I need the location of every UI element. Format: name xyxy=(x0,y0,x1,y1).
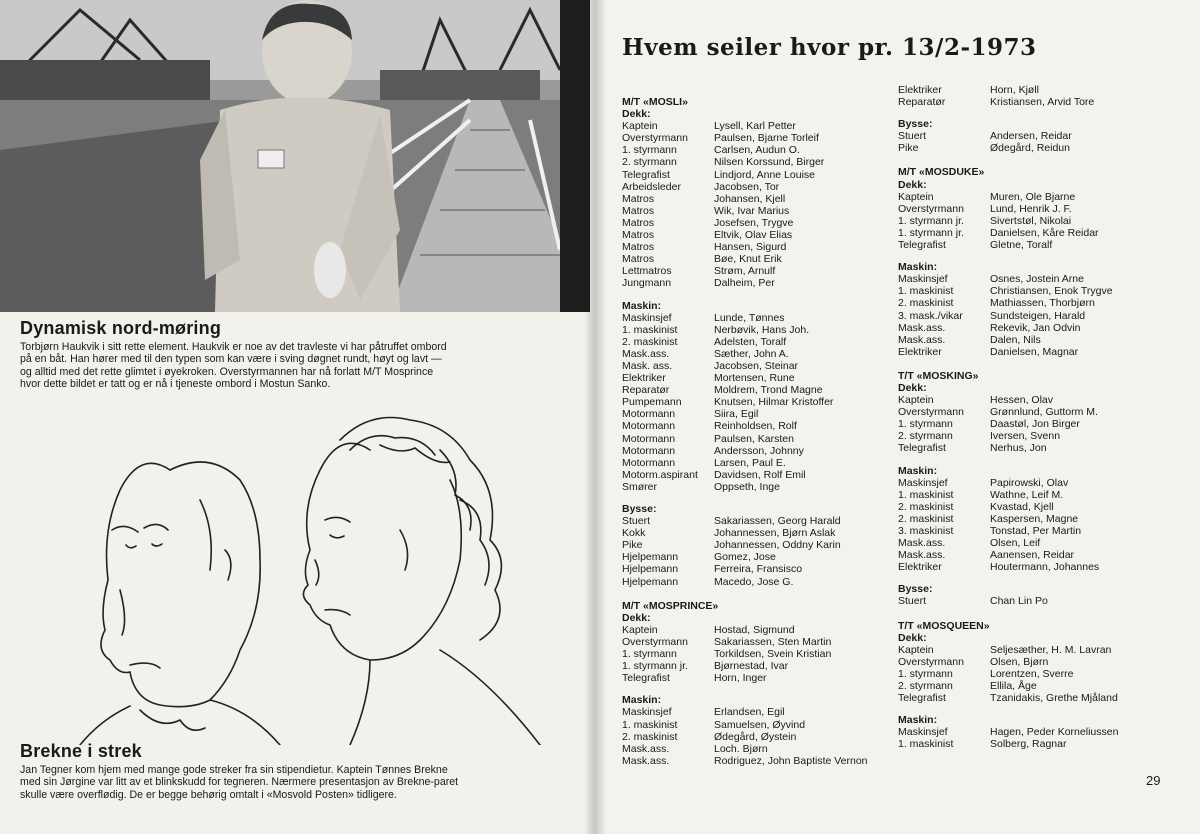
crew-role: 1. styrmann jr. xyxy=(622,660,688,673)
crew-role: Motorm.aspirant xyxy=(622,468,698,481)
caption1-body xyxy=(20,341,580,391)
crew-row xyxy=(898,418,1178,430)
crew-name: Reinholdsen, Rolf xyxy=(714,420,797,433)
crew-role: Motormann xyxy=(622,456,676,469)
crew-role: Pumpemann xyxy=(622,396,682,409)
crew-role: 1. styrmann jr. xyxy=(898,214,964,227)
crew-row xyxy=(622,120,902,132)
crew-row xyxy=(898,239,1178,251)
crew-name: Bøe, Knut Erik xyxy=(714,253,782,266)
crew-role: Matros xyxy=(622,241,655,254)
crew-role: Kaptein xyxy=(622,623,658,636)
crew-row xyxy=(898,692,1178,704)
crew-row xyxy=(622,576,902,588)
crew-row xyxy=(622,648,902,660)
crew-name: Johannessen, Oddny Karin xyxy=(714,539,841,552)
crew-role: Motormann xyxy=(622,420,676,433)
crew-row xyxy=(622,755,902,767)
crew-row xyxy=(898,273,1178,285)
crew-role: Motormann xyxy=(622,432,676,445)
crew-role: 2. maskinist xyxy=(622,335,678,348)
crew-role: Elektriker xyxy=(622,372,666,385)
ship-heading: M/T «MOSLI» xyxy=(622,96,688,108)
crew-name: Dalheim, Per xyxy=(714,277,775,290)
crew-row xyxy=(622,481,902,493)
crew-row xyxy=(898,96,1178,108)
crew-row xyxy=(622,420,902,432)
crew-row xyxy=(622,396,902,408)
ship-heading: T/T «MOSQUEEN» xyxy=(898,619,990,632)
crew-row xyxy=(622,515,902,527)
crew-role: 1. maskinist xyxy=(622,718,678,731)
crew-role: 2. styrmann xyxy=(622,156,677,169)
caption1-line: hvor dette bildet er tatt og er nå i tjeneste ombord i Mostun Sanko. xyxy=(20,378,331,391)
crew-role: Reparatør xyxy=(622,384,670,397)
crew-row xyxy=(898,656,1178,668)
crew-row xyxy=(898,406,1178,418)
crew-row xyxy=(898,726,1178,738)
portrait-sketch-drawing xyxy=(40,410,580,745)
crew-name: Wathne, Leif M. xyxy=(990,488,1064,501)
caption1-line: på en båt. Han hører med til den typen som kan være i sving døgnet rundt, høyt og lavt — xyxy=(20,353,442,366)
crew-name: Danielsen, Kåre Reidar xyxy=(990,226,1099,239)
crew-role: 2. styrmann xyxy=(898,680,953,693)
crew-row xyxy=(622,660,902,672)
crew-row xyxy=(898,513,1178,525)
crew-name: Rekevik, Jan Odvin xyxy=(990,321,1081,334)
ship-heading: M/T «MOSDUKE» xyxy=(898,166,985,179)
crew-row xyxy=(622,719,902,731)
crew-name: Nerbøvik, Hans Joh. xyxy=(714,323,810,336)
crew-row xyxy=(898,285,1178,297)
crew-row xyxy=(622,324,902,336)
crew-role: Kaptein xyxy=(898,394,934,407)
crew-name: Ødegård, Øystein xyxy=(714,730,797,743)
crew-name: Andersson, Johnny xyxy=(714,444,804,457)
crew-name: Johansen, Kjell xyxy=(714,192,786,205)
crew-name: Gletne, Toralf xyxy=(990,239,1053,252)
crew-row xyxy=(622,181,902,193)
crew-row xyxy=(898,297,1178,309)
crew-role: 1. maskinist xyxy=(898,488,954,501)
crew-list-column-2 xyxy=(898,84,1178,751)
crew-row xyxy=(622,360,902,372)
crew-role: Pike xyxy=(898,142,919,155)
crew-name: Lysell, Karl Petter xyxy=(714,120,796,133)
department-heading: Dekk: xyxy=(622,108,651,121)
crew-role: Mask.ass. xyxy=(622,754,670,767)
crew-row xyxy=(622,156,902,168)
crew-name: Ødegård, Reidun xyxy=(990,142,1070,155)
crew-row xyxy=(898,394,1178,406)
crew-name: Paulsen, Bjarne Torleif xyxy=(714,132,819,145)
crew-name: Oppseth, Inge xyxy=(714,480,780,493)
crew-role: Telegrafist xyxy=(622,168,670,181)
crew-name: Iversen, Svenn xyxy=(990,430,1061,443)
crew-name: Larsen, Paul E. xyxy=(714,456,786,469)
crew-role: Smører xyxy=(622,480,657,493)
crew-name: Sivertstøl, Nikolai xyxy=(990,214,1072,227)
crew-name: Grønnlund, Guttorm M. xyxy=(990,406,1098,419)
crew-row xyxy=(898,310,1178,322)
department-heading: Dekk: xyxy=(622,611,651,624)
crew-name: Lindjord, Anne Louise xyxy=(714,168,815,181)
crew-name: Mathiassen, Thorbjørn xyxy=(990,297,1095,310)
crew-row xyxy=(622,132,902,144)
crew-name: Andersen, Reidar xyxy=(990,130,1072,143)
crew-role: Pike xyxy=(622,539,643,552)
crew-name: Jacobsen, Tor xyxy=(714,180,780,193)
crew-name: Dalen, Nils xyxy=(990,333,1041,346)
crew-role: Mask.ass. xyxy=(898,537,946,550)
crew-row xyxy=(622,408,902,420)
crew-row xyxy=(622,527,902,539)
crew-row xyxy=(622,445,902,457)
crew-role: Mask.ass. xyxy=(898,549,946,562)
crew-row xyxy=(622,624,902,636)
crew-row xyxy=(898,549,1178,561)
crew-row xyxy=(622,229,902,241)
crew-name: Sakariassen, Georg Harald xyxy=(714,515,841,528)
crew-row xyxy=(622,312,902,324)
crew-row xyxy=(898,191,1178,203)
crew-row xyxy=(622,241,902,253)
crew-name: Nerhus, Jon xyxy=(990,442,1047,455)
crew-row xyxy=(622,348,902,360)
crew-role: Mask.ass. xyxy=(622,347,670,360)
crew-name: Aanensen, Reidar xyxy=(990,549,1075,562)
department-heading: Bysse: xyxy=(622,503,657,515)
crew-role: 1. styrmann xyxy=(622,144,677,157)
crew-row xyxy=(622,563,902,575)
crew-row xyxy=(898,84,1178,96)
ship-heading: T/T «MOSKING» xyxy=(898,369,979,382)
crew-role: Stuert xyxy=(898,130,927,143)
crew-row xyxy=(898,738,1178,750)
crew-role: Maskinsjef xyxy=(622,706,672,719)
crew-role: Stuert xyxy=(898,595,927,608)
crew-row xyxy=(622,743,902,755)
crew-name: Ferreira, Fransisco xyxy=(714,563,803,576)
crew-row xyxy=(622,193,902,205)
crew-row xyxy=(622,277,902,289)
department-heading: Bysse: xyxy=(898,583,933,596)
crew-name: Torkildsen, Svein Kristian xyxy=(714,648,832,661)
crew-role: 2. maskinist xyxy=(898,297,954,310)
department-heading: Dekk: xyxy=(898,631,927,644)
crew-role: 3. mask./vikar xyxy=(898,309,963,322)
crew-role: Lettmatros xyxy=(622,265,672,278)
crew-role: Kokk xyxy=(622,527,646,540)
crew-row xyxy=(898,525,1178,537)
crew-row xyxy=(898,668,1178,680)
crew-role: Kaptein xyxy=(898,190,934,203)
crew-role: Maskinsjef xyxy=(898,726,948,739)
crew-role: 1. styrmann jr. xyxy=(898,226,964,239)
crew-name: Davidsen, Rolf Emil xyxy=(714,468,806,481)
crew-row xyxy=(622,636,902,648)
crew-role: Maskinsjef xyxy=(898,273,948,286)
crew-role: 2. maskinist xyxy=(898,500,954,513)
crew-name: Carlsen, Audun O. xyxy=(714,144,800,157)
crew-name: Seljesæther, H. M. Lavran xyxy=(990,643,1112,656)
crew-name: Kaspersen, Magne xyxy=(990,512,1079,525)
crew-row xyxy=(622,336,902,348)
ship-deck-photo xyxy=(0,0,590,312)
crew-role: Elektriker xyxy=(898,561,942,574)
crew-row xyxy=(898,477,1178,489)
crew-role: Overstyrmann xyxy=(622,132,688,145)
crew-row xyxy=(622,551,902,563)
crew-role: 1. maskinist xyxy=(898,738,954,751)
crew-name: Hostad, Sigmund xyxy=(714,623,795,636)
crew-role: Overstyrmann xyxy=(898,655,964,668)
crew-row xyxy=(898,130,1178,142)
ship-heading: M/T «MOSPRINCE» xyxy=(622,599,719,612)
caption2-title: Brekne i strek xyxy=(20,741,142,761)
crew-role: 1. styrmann xyxy=(622,648,677,661)
caption2-body xyxy=(20,764,580,801)
crew-name: Ellila, Åge xyxy=(990,680,1037,693)
crew-name: Eltvik, Olav Elias xyxy=(714,229,793,242)
crew-name: Josefsen, Trygve xyxy=(714,216,794,229)
crew-name: Olsen, Leif xyxy=(990,537,1041,550)
crew-row xyxy=(898,561,1178,573)
department-heading: Maskin: xyxy=(898,714,938,727)
crew-name: Kristiansen, Arvid Tore xyxy=(990,96,1095,109)
crew-role: Maskinsjef xyxy=(898,476,948,489)
crew-role: 2. styrmann xyxy=(898,430,953,443)
department-heading: Dekk: xyxy=(898,381,927,394)
crew-row xyxy=(622,144,902,156)
crew-row xyxy=(622,253,902,265)
crew-row xyxy=(622,539,902,551)
crew-row xyxy=(898,227,1178,239)
crew-name: Sæther, John A. xyxy=(714,347,789,360)
crew-list-column-1 xyxy=(622,96,902,767)
crew-role: Mask.ass. xyxy=(898,321,946,334)
crew-name: Gomez, Jose xyxy=(714,551,776,564)
crew-row xyxy=(898,595,1178,607)
crew-role: Matros xyxy=(622,204,655,217)
crew-name: Horn, Kjøll xyxy=(990,84,1040,96)
crew-row xyxy=(622,265,902,277)
crew-role: Hjelpemann xyxy=(622,563,679,576)
crew-role: Jungmann xyxy=(622,277,672,290)
crew-role: Hjelpemann xyxy=(622,551,679,564)
crew-role: Elektriker xyxy=(898,84,942,96)
department-heading: Dekk: xyxy=(898,178,927,191)
crew-role: Overstyrmann xyxy=(622,635,688,648)
crew-role: 2. maskinist xyxy=(898,512,954,525)
crew-name: Wik, Ivar Marius xyxy=(714,204,790,217)
crew-name: Olsen, Bjørn xyxy=(990,655,1049,668)
crew-name: Lunde, Tønnes xyxy=(714,311,785,324)
crew-role: Mask.ass. xyxy=(622,742,670,755)
crew-name: Loch. Bjørn xyxy=(714,742,768,755)
caption1-line: Torbjørn Haukvik i sitt rette element. Haukvik er noe av det travleste vi har påtruffet ombord xyxy=(20,341,447,353)
crew-name: Solberg, Ragnar xyxy=(990,738,1067,751)
crew-role: Telegrafist xyxy=(898,692,946,705)
crew-role: Kaptein xyxy=(898,643,934,656)
department-heading: Maskin: xyxy=(898,464,938,477)
crew-role: Matros xyxy=(622,192,655,205)
crew-name: Strøm, Arnulf xyxy=(714,265,776,278)
crew-name: Samuelsen, Øyvind xyxy=(714,718,806,731)
crew-name: Christiansen, Enok Trygve xyxy=(990,285,1113,298)
crew-row xyxy=(622,672,902,684)
crew-row xyxy=(898,501,1178,513)
caption2-line: Jan Tegner kom hjem med mange gode streker fra sin stipendietur. Kaptein Tønnes Brekne xyxy=(20,764,448,776)
crew-name: Moldrem, Trond Magne xyxy=(714,384,823,397)
crew-row xyxy=(622,372,902,384)
crew-row xyxy=(898,442,1178,454)
crew-name: Kvastad, Kjell xyxy=(990,500,1054,513)
caption2-line: med sin Jørgine var litt av et blinkskudd for tegneren. Nærmere presentasjon av Brekne-paret xyxy=(20,776,459,789)
crew-row xyxy=(898,203,1178,215)
page-title: Hvem seiler hvor pr. 13/2-1973 xyxy=(622,34,1037,61)
crew-row xyxy=(622,457,902,469)
crew-name: Lorentzen, Sverre xyxy=(990,667,1074,680)
crew-role: Maskinsjef xyxy=(622,311,672,324)
crew-role: Kaptein xyxy=(622,120,658,133)
crew-role: Matros xyxy=(622,229,655,242)
crew-name: Hagen, Peder Korneliussen xyxy=(990,726,1119,739)
crew-name: Adelsten, Toralf xyxy=(714,335,787,348)
crew-name: Bjørnestad, Ivar xyxy=(714,660,789,673)
caption1-line: og alltid med det rette glimtet i øyekroken. Overstyrmannen har nå forlatt M/T Mosprince xyxy=(20,365,434,378)
crew-name: Tzanidakis, Grethe Mjåland xyxy=(990,692,1118,705)
crew-row xyxy=(622,217,902,229)
crew-role: 3. maskinist xyxy=(898,525,954,537)
crew-name: Johannessen, Bjørn Aslak xyxy=(714,527,836,540)
crew-row xyxy=(622,384,902,396)
crew-row xyxy=(898,215,1178,227)
caption1-title: Dynamisk nord-møring xyxy=(20,318,222,338)
crew-role: Mask. ass. xyxy=(622,359,673,372)
crew-role: 1. maskinist xyxy=(622,323,678,336)
crew-row xyxy=(622,731,902,743)
crew-name: Macedo, Jose G. xyxy=(714,575,794,588)
crew-role: 1. styrmann xyxy=(898,667,953,680)
crew-name: Sakariassen, Sten Martin xyxy=(714,635,832,648)
department-heading: Maskin: xyxy=(622,299,662,312)
crew-name: Siira, Egil xyxy=(714,408,759,421)
crew-row xyxy=(898,142,1178,154)
crew-name: Knutsen, Hilmar Kristoffer xyxy=(714,396,834,409)
caption2-line: skulle være overflødig. De er begge behørig omtalt i «Mosvold Posten» tidligere. xyxy=(20,788,397,801)
crew-role: Telegrafist xyxy=(622,672,670,685)
crew-row xyxy=(898,537,1178,549)
crew-role: Matros xyxy=(622,253,655,266)
crew-row xyxy=(898,680,1178,692)
crew-name: Hansen, Sigurd xyxy=(714,241,787,254)
crew-row xyxy=(898,489,1178,501)
crew-row xyxy=(622,169,902,181)
crew-name: Tonstad, Per Martin xyxy=(990,525,1082,537)
department-heading: Bysse: xyxy=(898,118,933,131)
crew-name: Houtermann, Johannes xyxy=(990,561,1100,574)
department-heading: Maskin: xyxy=(898,261,938,274)
crew-role: Elektriker xyxy=(898,345,942,358)
crew-name: Chan Lin Po xyxy=(990,595,1048,608)
crew-name: Daastøl, Jon Birger xyxy=(990,418,1080,431)
department-heading: Maskin: xyxy=(622,694,662,707)
crew-name: Mortensen, Rune xyxy=(714,372,795,385)
crew-role: Motormann xyxy=(622,444,676,457)
crew-row xyxy=(898,334,1178,346)
crew-role: Arbeidsleder xyxy=(622,180,681,193)
crew-name: Osnes, Jostein Arne xyxy=(990,273,1084,286)
crew-row xyxy=(898,322,1178,334)
crew-role: Overstyrmann xyxy=(898,202,964,215)
crew-name: Sundsteigen, Harald xyxy=(990,309,1086,322)
crew-name: Jacobsen, Steinar xyxy=(714,359,799,372)
crew-role: Stuert xyxy=(622,515,651,528)
crew-role: Matros xyxy=(622,216,655,229)
crew-name: Danielsen, Magnar xyxy=(990,345,1079,358)
crew-name: Paulsen, Karsten xyxy=(714,432,794,445)
crew-name: Rodriguez, John Baptiste Vernon xyxy=(714,754,868,767)
crew-row xyxy=(898,430,1178,442)
crew-name: Nilsen Korssund, Birger xyxy=(714,156,825,169)
crew-name: Muren, Ole Bjarne xyxy=(990,190,1076,203)
crew-row xyxy=(622,706,902,718)
crew-role: 1. styrmann xyxy=(898,418,953,431)
crew-role: Mask.ass. xyxy=(898,333,946,346)
crew-role: 1. maskinist xyxy=(898,285,954,298)
crew-name: Lund, Henrik J. F. xyxy=(990,202,1072,215)
crew-role: Telegrafist xyxy=(898,442,946,455)
crew-role: Telegrafist xyxy=(898,239,946,252)
crew-name: Erlandsen, Egil xyxy=(714,706,785,719)
crew-name: Hessen, Olav xyxy=(990,394,1054,407)
crew-role: 2. maskinist xyxy=(622,730,678,743)
crew-name: Papirowski, Olav xyxy=(990,476,1069,489)
crew-role: Overstyrmann xyxy=(898,406,964,419)
crew-row xyxy=(898,644,1178,656)
book-gutter xyxy=(584,0,606,834)
crew-row xyxy=(622,433,902,445)
crew-role: Reparatør xyxy=(898,96,946,109)
crew-row xyxy=(622,469,902,481)
crew-row xyxy=(622,205,902,217)
crew-role: Hjelpemann xyxy=(622,575,679,588)
crew-role: Motormann xyxy=(622,408,676,421)
page-number: 29 xyxy=(1146,773,1161,788)
crew-row xyxy=(898,346,1178,358)
crew-name: Horn, Inger xyxy=(714,672,767,685)
